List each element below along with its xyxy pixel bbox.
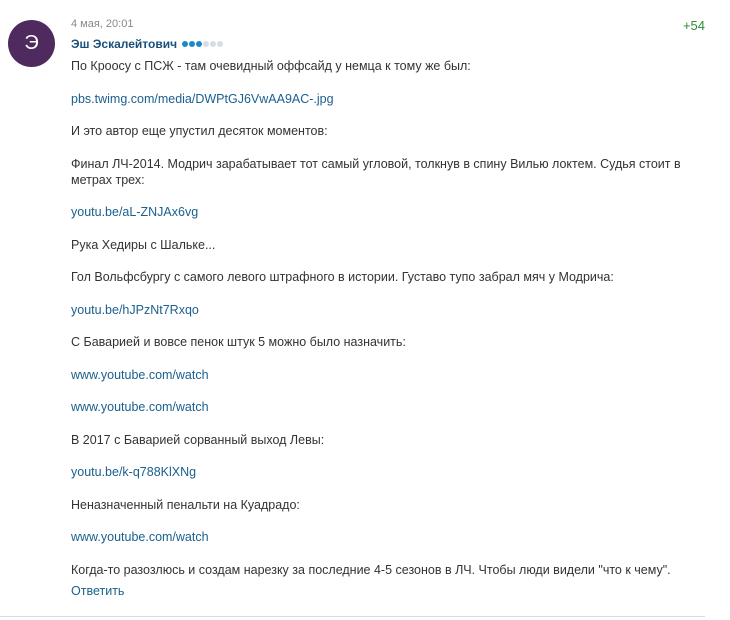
- comment-paragraph: И это автор еще упустил десяток моментов:: [71, 124, 328, 138]
- author-name[interactable]: Эш Эскалейтович: [71, 37, 178, 51]
- avatar[interactable]: [8, 20, 55, 67]
- comment-link[interactable]: youtu.be/k-q788KlXNg: [71, 465, 197, 479]
- author-rating: [181, 41, 223, 47]
- rating-dot: [196, 41, 202, 47]
- rating-dot: [182, 41, 188, 47]
- comment-score: +54: [682, 18, 705, 33]
- rating-dot: [203, 41, 209, 47]
- comment-paragraph: Когда-то разозлюсь и создам нарезку за последние 4-5 сезонов в ЛЧ. Чтобы люди видели "что к чему".: [71, 562, 671, 577]
- author-row: [71, 37, 223, 51]
- comment-date: 4 мая, 20:01: [71, 18, 134, 30]
- comment-paragraph: По Кроосу с ПСЖ - там очевидный оффсайд у немца к тому же был:: [71, 59, 471, 73]
- rating-dot: [210, 41, 216, 47]
- comment-link[interactable]: pbs.twimg.com/media/DWPtGJ6VwAA9AC-.jpg: [71, 91, 334, 106]
- reply-button[interactable]: Ответить: [71, 584, 125, 598]
- comment-link[interactable]: youtu.be/hJPzNt7Rxqo: [71, 302, 199, 317]
- avatar-letter: Э: [24, 32, 39, 54]
- comment-paragraph: Финал ЛЧ-2014. Модрич зарабатывает тот самый угловой, толкнув в спину Вилью локтем. Судья стоит в метрах трех:: [71, 156, 681, 187]
- comment-link[interactable]: www.youtube.com/watch: [71, 530, 209, 544]
- divider: [0, 616, 705, 617]
- comment-paragraph: Неназначенный пенальти на Куадрадо:: [71, 497, 300, 512]
- comment-link[interactable]: youtu.be/aL-ZNJAx6vg: [71, 205, 199, 219]
- rating-dot: [189, 41, 195, 47]
- comment-paragraph: В 2017 с Баварией сорванный выход Левы:: [71, 432, 325, 447]
- comment-link[interactable]: www.youtube.com/watch: [71, 367, 209, 382]
- comment-paragraph: С Баварией и вовсе пенок штук 5 можно было назначить:: [71, 335, 406, 349]
- comment-paragraph: Рука Хедиры с Шальке...: [71, 237, 216, 252]
- comment-paragraph: Гол Вольфсбургу с самого левого штрафного в истории. Густаво тупо забрал мяч у Модрича:: [71, 270, 614, 284]
- comment-body: [71, 58, 701, 594]
- rating-dot: [217, 41, 223, 47]
- comment-link[interactable]: www.youtube.com/watch: [71, 400, 209, 414]
